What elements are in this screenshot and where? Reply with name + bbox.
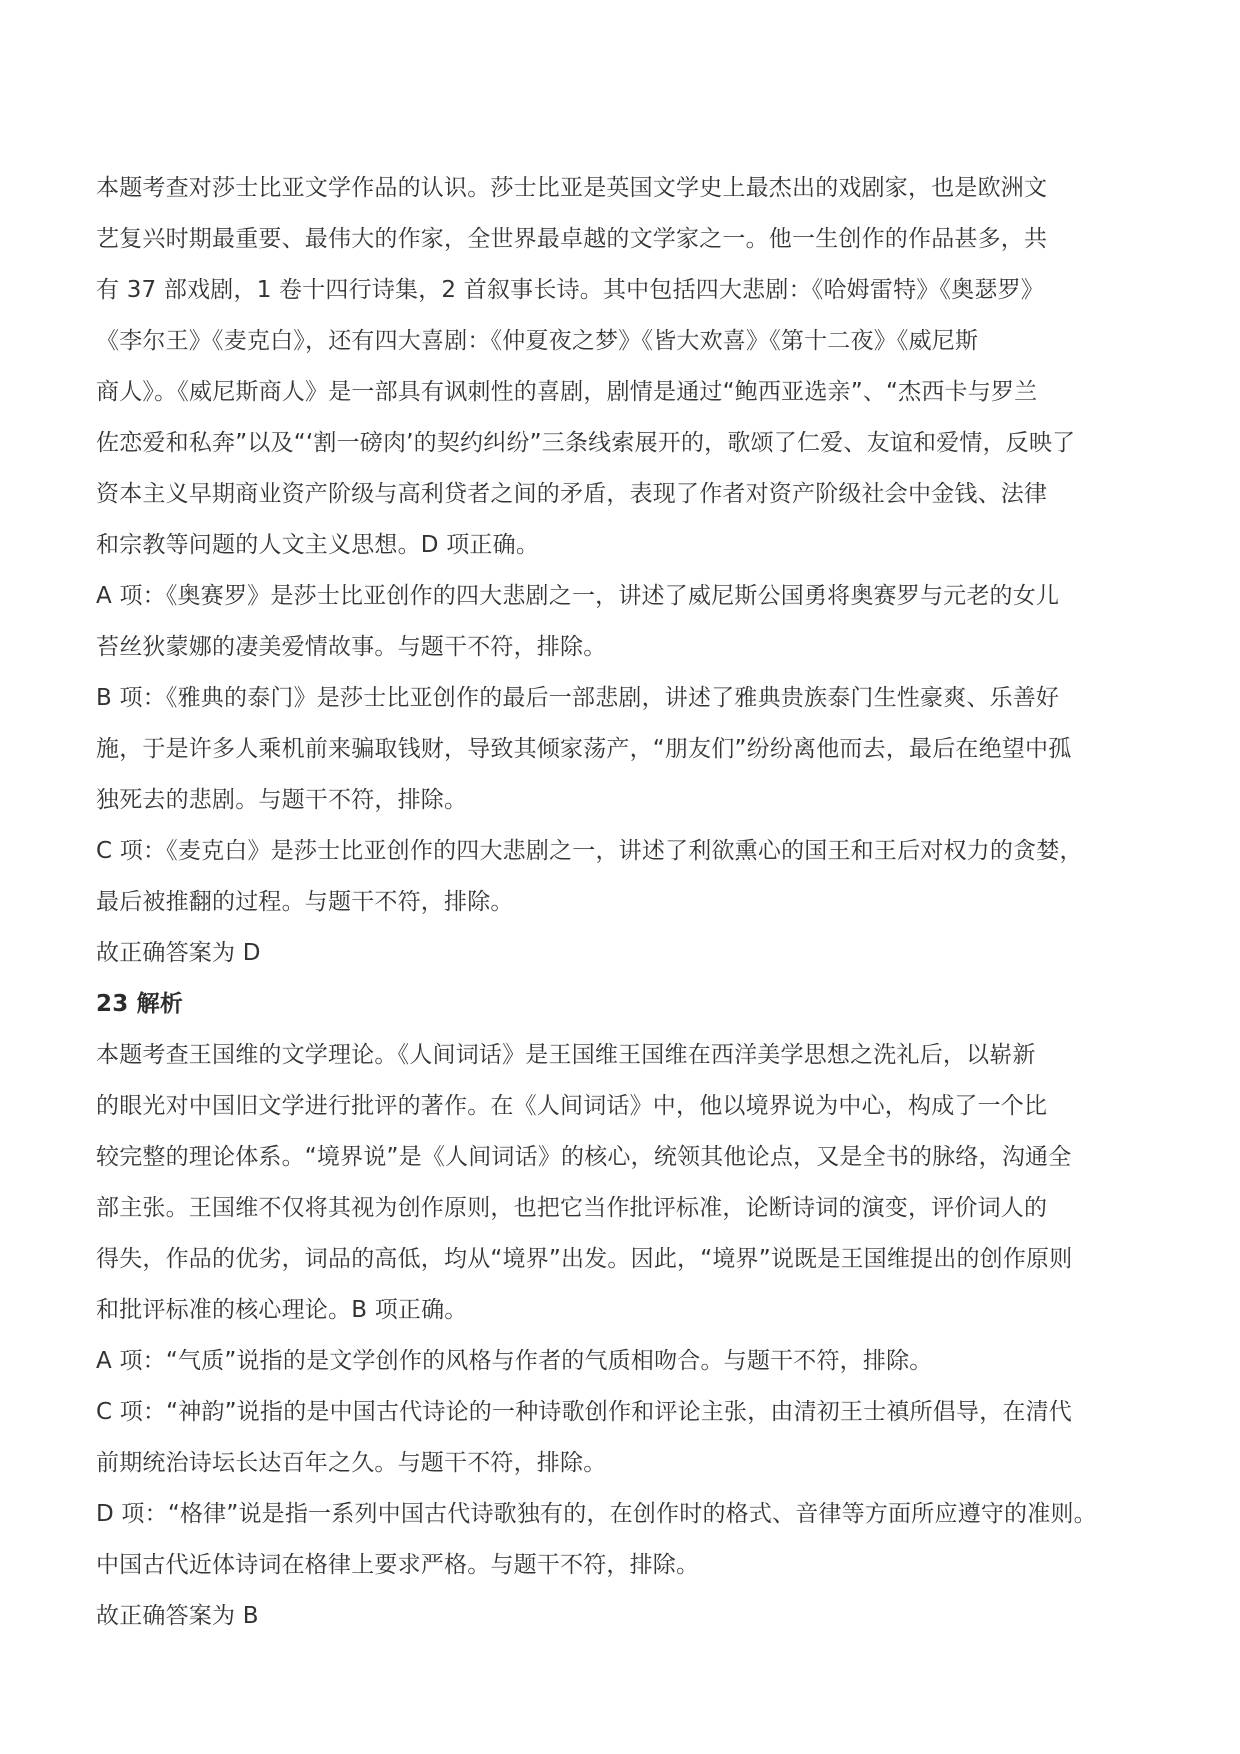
text-line: 苔丝狄蒙娜的凄美爱情故事。与题干不符，排除。 <box>96 634 607 660</box>
text-line: 本题考查对莎士比亚文学作品的认识。莎士比亚是英国文学史上最杰出的戏剧家，也是欧洲文 <box>96 175 1048 201</box>
text-line: 有 37 部戏剧，1 卷十四行诗集，2 首叙事长诗。其中包括四大悲剧：《哈姆雷特》《奥瑟罗》 <box>96 277 1044 303</box>
text-line: 和宗教等问题的人文主义思想。D 项正确。 <box>96 532 540 558</box>
q22-option-a <box>96 571 1176 673</box>
text-line: 独死去的悲剧。与题干不符，排除。 <box>96 787 468 813</box>
text-line: 本题考查王国维的文学理论。《人间词话》是王国维王国维在西洋美学思想之洗礼后，以崭新 <box>96 1042 1036 1068</box>
text-line: 前期统治诗坛长达百年之久。与题干不符，排除。 <box>96 1450 607 1476</box>
text-line: 资本主义早期商业资产阶级与高利贷者之间的矛盾，表现了作者对资产阶级社会中金钱、法律 <box>96 481 1048 507</box>
text-line: A 项：《奥赛罗》是莎士比亚创作的四大悲剧之一，讲述了威尼斯公国勇将奥赛罗与元老的女儿 <box>96 583 1060 609</box>
text-line: 施，于是许多人乘机前来骗取钱财，导致其倾家荡产，“朋友们”纷纷离他而去，最后在绝望中孤 <box>96 736 1072 762</box>
q22-analysis-paragraph <box>96 163 1176 571</box>
text-line: 商人》。《威尼斯商人》是一部具有讽刺性的喜剧，剧情是通过“鲍西亚选亲”、“杰西卡与罗兰 <box>96 379 1038 405</box>
text-line: 佐恋爱和私奔”以及“‘割一磅肉’的契约纠纷”三条线索展开的，歌颂了仁爱、友谊和爱情，反映了 <box>96 430 1076 456</box>
text-line: 中国古代近体诗词在格律上要求严格。与题干不符，排除。 <box>96 1552 700 1578</box>
text-line: 艺复兴时期最重要、最伟大的作家，全世界最卓越的文学家之一。他一生创作的作品甚多，共 <box>96 226 1048 252</box>
q23-option-a <box>96 1336 1176 1387</box>
text-line: A 项：“气质”说指的是文学创作的风格与作者的气质相吻合。与题干不符，排除。 <box>96 1348 933 1374</box>
text-line: C 项：“神韵”说指的是中国古代诗论的一种诗歌创作和评论主张，由清初王士禛所倡导，在清代 <box>96 1399 1073 1425</box>
text-line: B 项：《雅典的泰门》是莎士比亚创作的最后一部悲剧，讲述了雅典贵族泰门生性豪爽、乐善好 <box>96 685 1060 711</box>
q23-heading: 23 解析 <box>96 991 184 1017</box>
q23-option-d <box>96 1489 1176 1591</box>
text-line: 和批评标准的核心理论。B 项正确。 <box>96 1297 468 1323</box>
text-line: 较完整的理论体系。“境界说”是《人间词话》的核心，统领其他论点，又是全书的脉络，沟通全 <box>96 1144 1072 1170</box>
q23-option-c <box>96 1387 1176 1489</box>
text-line: 得失，作品的优劣，词品的高低，均从“境界”出发。因此，“境界”说既是王国维提出的创作原则 <box>96 1246 1073 1272</box>
q23-analysis-paragraph <box>96 1030 1176 1336</box>
document-page <box>96 163 1176 1642</box>
text-line: 《李尔王》《麦克白》，还有四大喜剧：《仲夏夜之梦》《皆大欢喜》《第十二夜》《威尼斯 <box>96 328 979 354</box>
q22-option-b <box>96 673 1176 826</box>
text-line: D 项：“格律”说是指一系列中国古代诗歌独有的，在创作时的格式、音律等方面所应遵守的准则。 <box>96 1501 1097 1527</box>
text-line: 最后被推翻的过程。与题干不符，排除。 <box>96 889 514 915</box>
text-line: C 项：《麦克白》是莎士比亚创作的四大悲剧之一，讲述了利欲熏心的国王和王后对权力的贪婪， <box>96 838 1083 864</box>
q22-option-c <box>96 826 1176 928</box>
q23-answer: 故正确答案为 B <box>96 1603 259 1629</box>
text-line: 的眼光对中国旧文学进行批评的著作。在《人间词话》中，他以境界说为中心，构成了一个比 <box>96 1093 1048 1119</box>
text-line: 部主张。王国维不仅将其视为创作原则，也把它当作批评标准，论断诗词的演变，评价词人的 <box>96 1195 1048 1221</box>
q22-answer: 故正确答案为 D <box>96 940 261 966</box>
